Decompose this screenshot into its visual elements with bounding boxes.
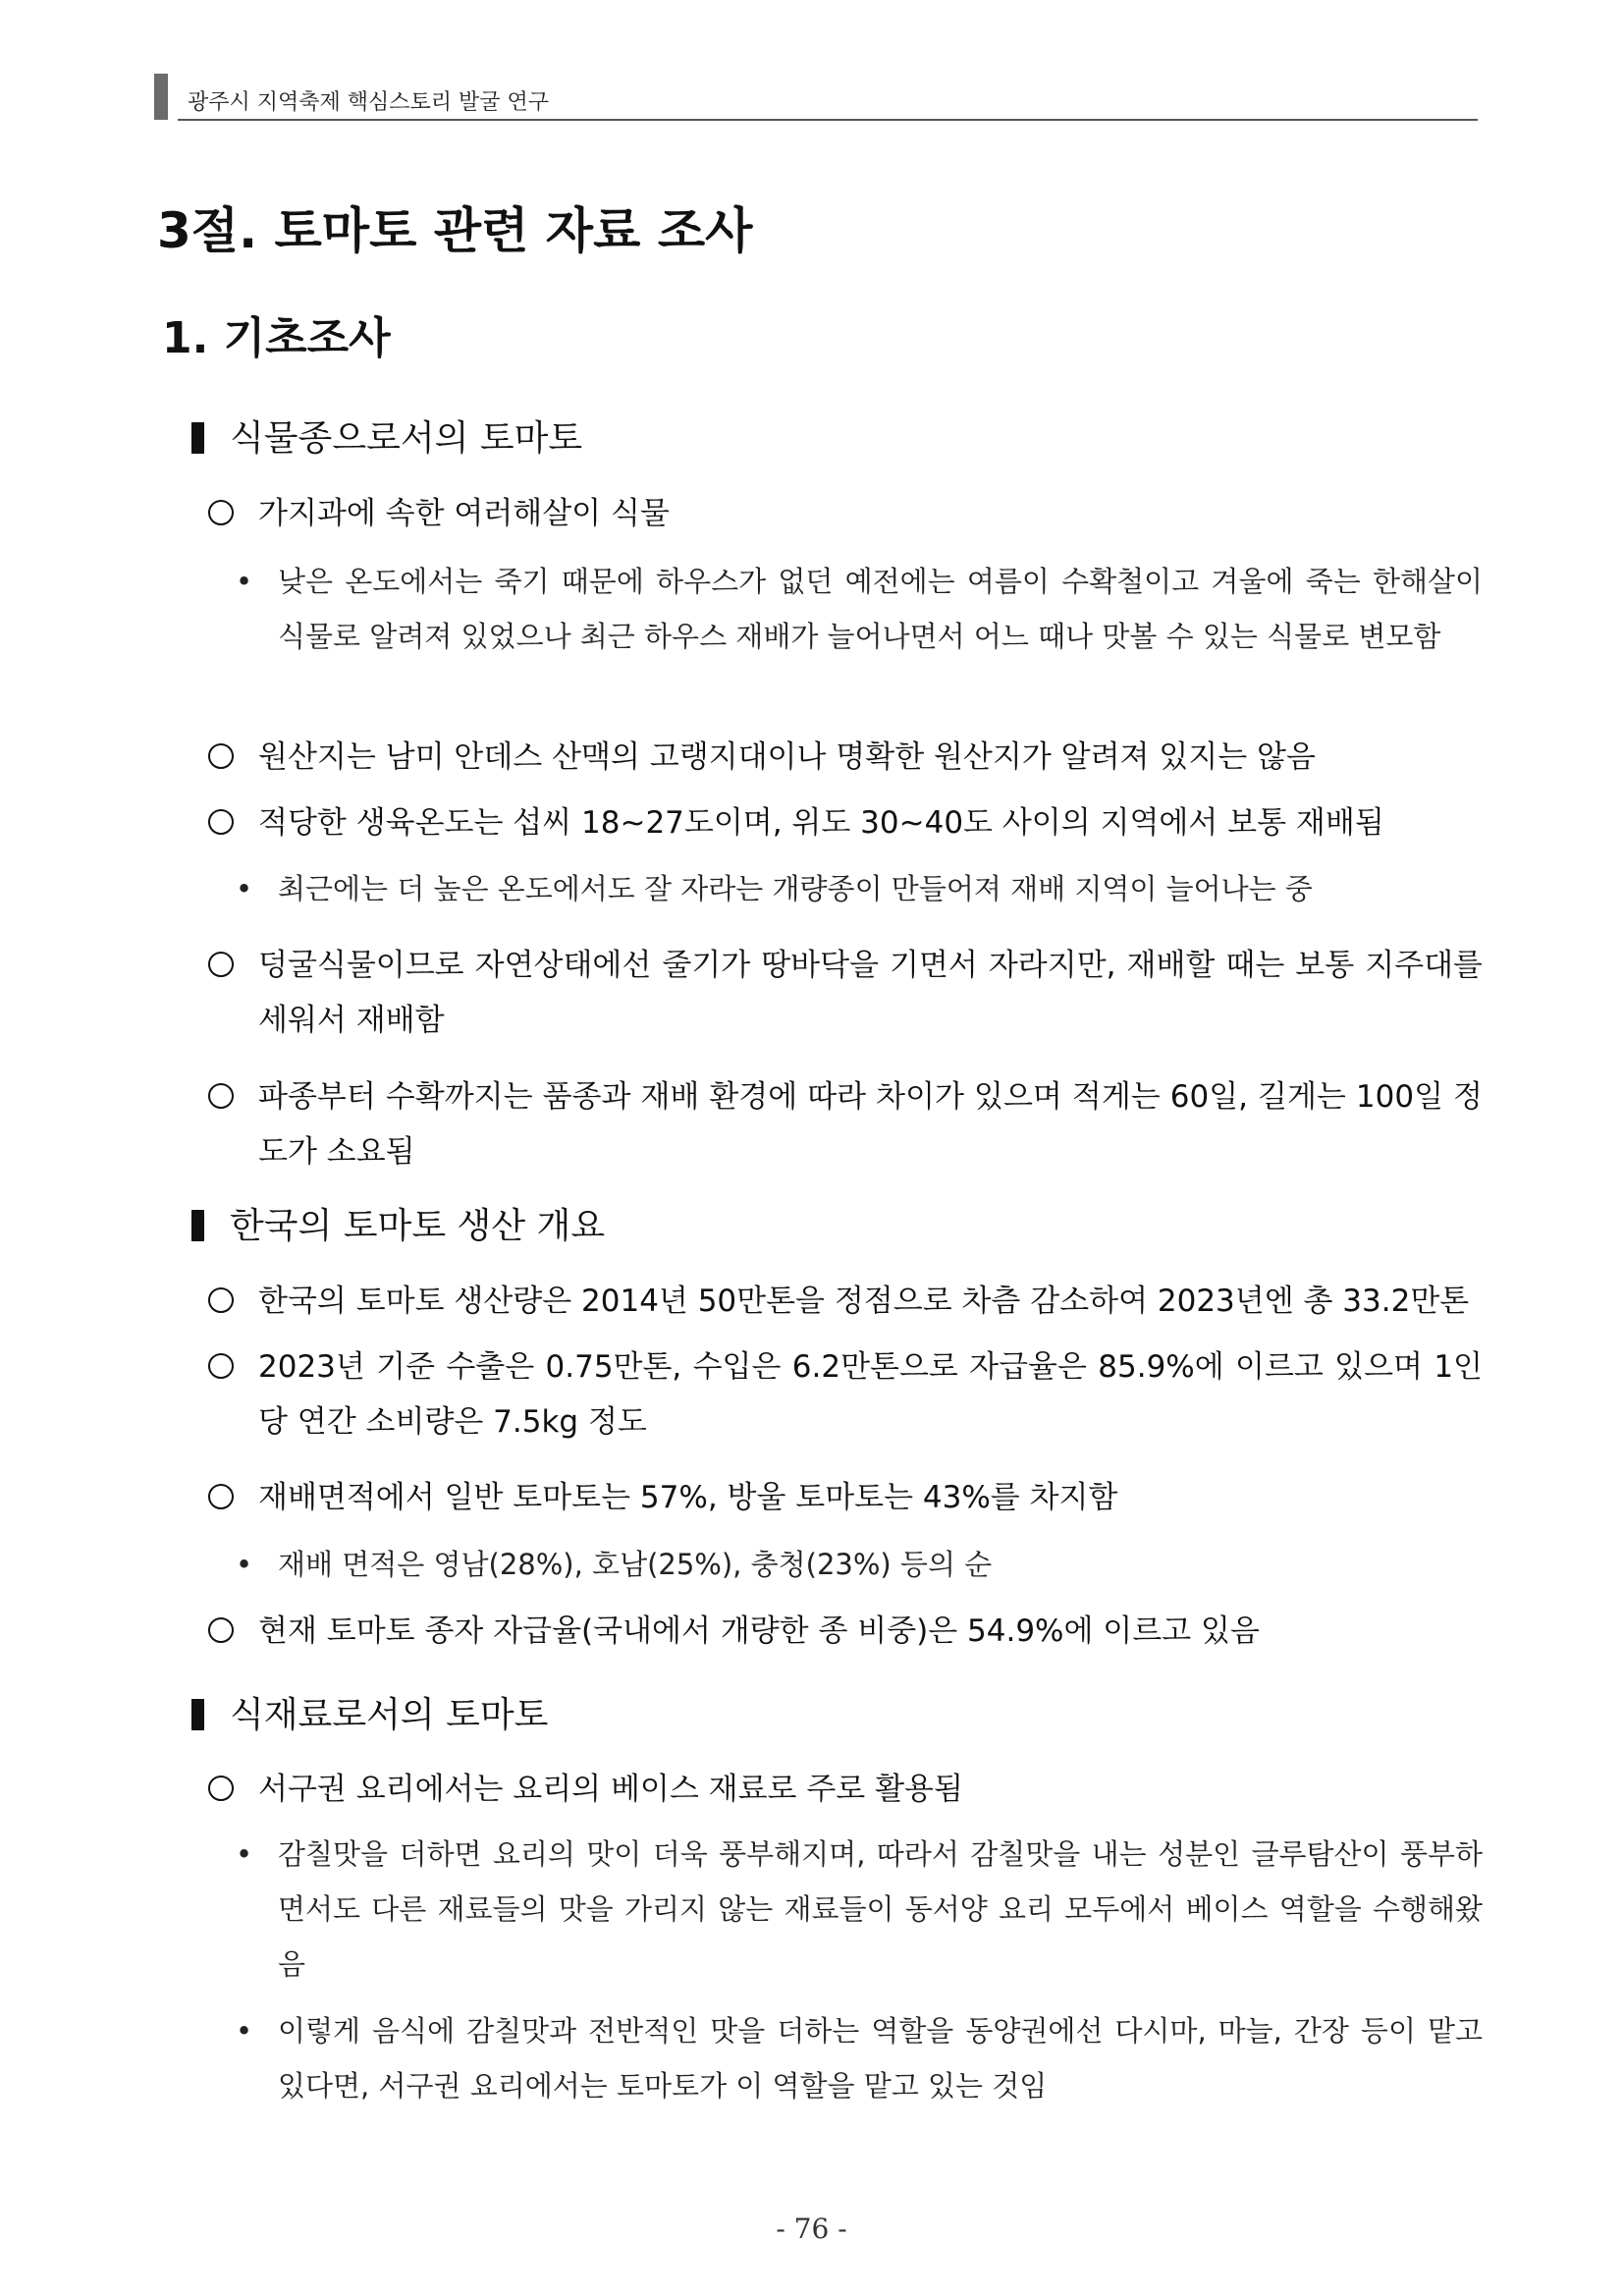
item-text: 파종부터 수확까지는 품종과 재배 환경에 따라 차이가 있으며 적게는 60일, 길게는 100일 정도가 소요됨: [258, 1079, 1483, 1170]
bullet-text: 낮은 온도에서는 죽기 때문에 하우스가 없던 예전에는 여름이 수확철이고 겨울에 죽는 한해살이 식물로 알려져 있었으나 최근 하우스 재배가 늘어나면서 어느 때나 맛볼 수 있는 식물로 변모함: [278, 565, 1483, 653]
circle-bullet-icon: [208, 809, 234, 835]
item-text: 현재 토마토 종자 자급율(국내에서 개량한 종 비중)은 54.9%에 이르고 있음: [258, 1613, 1260, 1649]
header-divider: [178, 119, 1478, 121]
section-title: 3절. 토마토 관련 자료 조사: [157, 202, 753, 259]
list-item: [206, 795, 1483, 850]
item-text: 재배면적에서 일반 토마토는 57%, 방울 토마토는 43%를 차지함: [258, 1480, 1118, 1515]
circle-bullet-icon: [208, 1353, 234, 1379]
list-item: [206, 1604, 1483, 1659]
dot-bullet-icon: •: [236, 565, 253, 598]
item-text: 서구권 요리에서는 요리의 베이스 재료로 주로 활용됨: [258, 1772, 963, 1807]
sub-bullet-item: [236, 1827, 1483, 1992]
circle-bullet-icon: [208, 743, 234, 769]
item-text: 2023년 기준 수출은 0.75만톤, 수입은 6.2만톤으로 자급율은 85.9%에 이르고 있으며 1인당 연간 소비량은 7.5kg 정도: [258, 1349, 1483, 1440]
header-title: 광주시 지역축제 핵심스토리 발굴 연구: [188, 90, 550, 115]
bullet-text: 최근에는 더 높은 온도에서도 잘 자라는 개량종이 만들어져 재배 지역이 늘어나는 중: [278, 872, 1313, 905]
heading-food-ingredient: [191, 1687, 548, 1737]
sub-bullet-item: [236, 2003, 1483, 2113]
heading-block-mark: [191, 1210, 204, 1241]
heading-korea-production: [191, 1198, 605, 1248]
circle-bullet-icon: [208, 1776, 234, 1801]
dot-bullet-icon: •: [236, 1548, 253, 1581]
running-header: [154, 74, 1478, 121]
heading-block-mark: [191, 1699, 204, 1730]
page-number: - 76 -: [776, 2213, 847, 2245]
list-item: [206, 1274, 1483, 1329]
list-item: [206, 486, 1483, 541]
dot-bullet-icon: •: [236, 872, 253, 905]
list-item: [206, 938, 1483, 1048]
sub-bullet-item: [236, 861, 1483, 916]
heading-plant-species: [191, 410, 582, 461]
list-item: [206, 730, 1483, 785]
circle-bullet-icon: [208, 1287, 234, 1313]
bullet-text: 재배 면적은 영남(28%), 호남(25%), 충청(23%) 등의 순: [278, 1548, 993, 1581]
dot-bullet-icon: •: [236, 1837, 253, 1871]
list-item: [206, 1069, 1483, 1179]
heading-label: 한국의 토마토 생산 개요: [230, 1206, 606, 1246]
item-text: 원산지는 남미 안데스 산맥의 고랭지대이나 명확한 원산지가 알려져 있지는 않음: [258, 739, 1316, 775]
header-bar-mark: [154, 74, 168, 120]
heading-label: 식재료로서의 토마토: [230, 1695, 549, 1735]
item-text: 한국의 토마토 생산량은 2014년 50만톤을 정점으로 차츰 감소하여 2023년엔 총 33.2만톤: [258, 1284, 1470, 1319]
item-text: 덩굴식물이므로 자연상태에선 줄기가 땅바닥을 기면서 자라지만, 재배할 때는 보통 지주대를 세워서 재배함: [258, 948, 1483, 1038]
list-item: [206, 1470, 1483, 1525]
sub-bullet-item: [236, 554, 1483, 664]
heading-block-mark: [191, 422, 204, 454]
circle-bullet-icon: [208, 1617, 234, 1643]
circle-bullet-icon: [208, 500, 234, 525]
circle-bullet-icon: [208, 1484, 234, 1509]
dot-bullet-icon: •: [236, 2014, 253, 2048]
item-text: 가지과에 속한 여러해살이 식물: [258, 496, 670, 531]
list-item: [206, 1339, 1483, 1449]
bullet-text: 이렇게 음식에 감칠맛과 전반적인 맛을 더하는 역할을 동양권에선 다시마, 마늘, 간장 등이 맡고 있다면, 서구권 요리에서는 토마토가 이 역할을 맡고 있는 것임: [278, 2014, 1483, 2103]
item-text: 적당한 생육온도는 섭씨 18~27도이며, 위도 30~40도 사이의 지역에서 보통 재배됨: [258, 805, 1384, 841]
sub-bullet-item: [236, 1537, 1483, 1592]
bullet-text: 감칠맛을 더하면 요리의 맛이 더욱 풍부해지며, 따라서 감칠맛을 내는 성분인 글루탐산이 풍부하면서도 다른 재료들의 맛을 가리지 않는 재료들이 동서양 요리 모두에서 베이스 역할을 수행해왔음: [278, 1837, 1483, 1981]
circle-bullet-icon: [208, 952, 234, 977]
heading-label: 식물종으로서의 토마토: [230, 418, 583, 459]
list-item: [206, 1762, 1483, 1817]
sub-title: 1. 기초조사: [162, 313, 391, 363]
circle-bullet-icon: [208, 1083, 234, 1109]
